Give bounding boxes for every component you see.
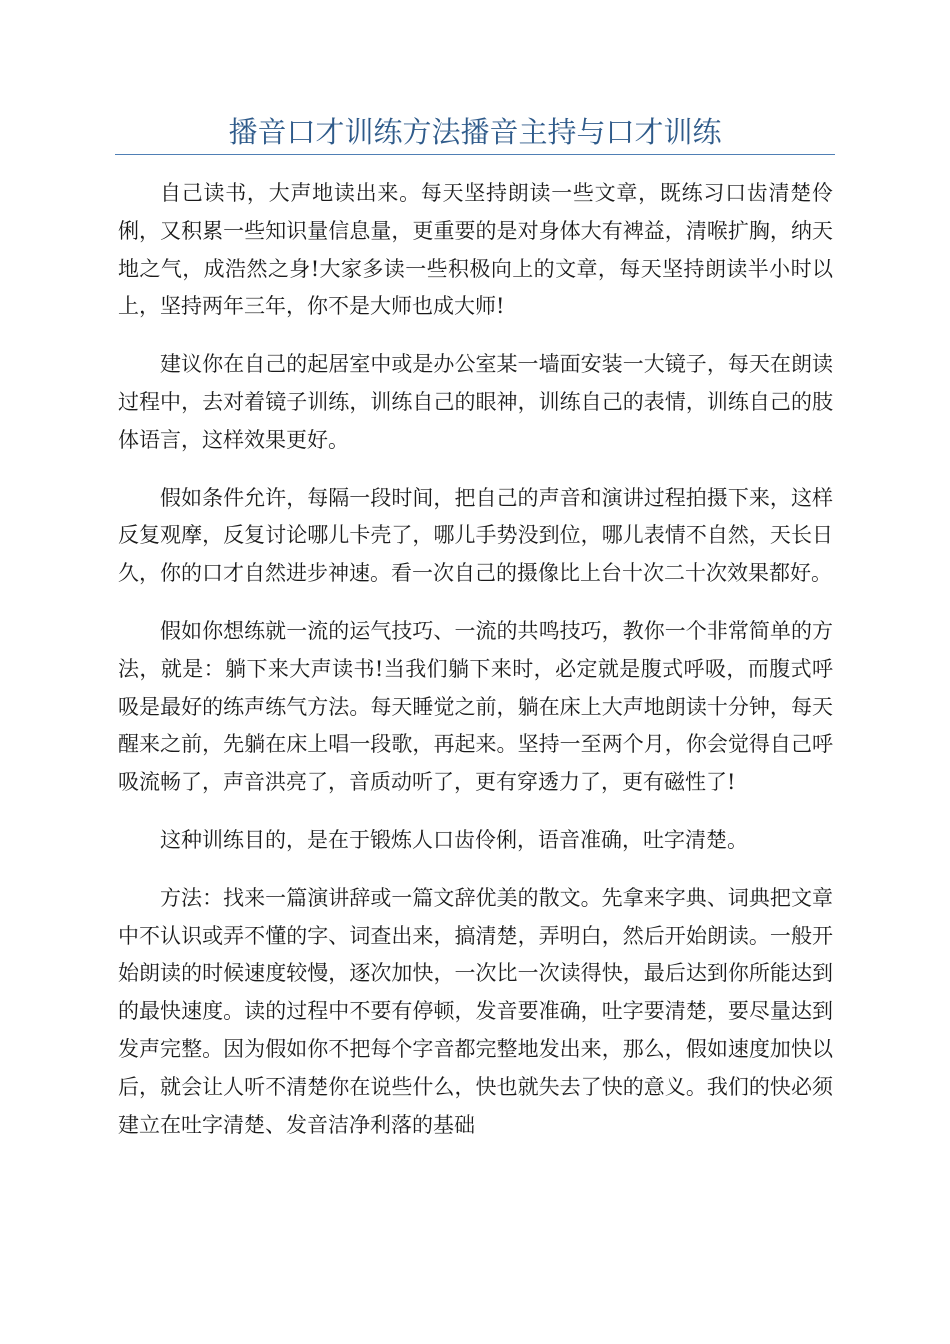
paragraph-3: 假如条件允许，每隔一段时间，把自己的声音和演讲过程拍摄下来，这样反复观摩，反复讨论哪儿卡壳了，哪儿手势没到位，哪儿表情不自然，天长日久，你的口才自然进步神速。看一次自己的摄像比上台十次二十次效果都好。 bbox=[118, 485, 833, 586]
paragraph-4: 假如你想练就一流的运气技巧、一流的共鸣技巧，教你一个非常简单的方法，就是：躺下来大声读书!当我们躺下来时，必定就是腹式呼吸，而腹式呼吸是最好的练声练气方法。每天睡觉之前，躺在床上大声地朗读十分钟，每天醒来之前，先躺在床上唱一段歌，再起来。坚持一至两个月，你会觉得自己呼吸流畅了，声音洪亮了，音质动听了，更有穿透力了，更有磁性了! bbox=[118, 618, 833, 795]
paragraph-6: 方法：找来一篇演讲辞或一篇文辞优美的散文。先拿来字典、词典把文章中不认识或弄不懂的字、词查出来，搞清楚，弄明白，然后开始朗读。一般开始朗读的时候速度较慢，逐次加快，一次比一次读得快，最后达到你所能达到的最快速度。读的过程中不要有停顿，发音要准确，吐字要清楚，要尽量达到发声完整。因为假如你不把每个字音都完整地发出来，那么，假如速度加快以后，就会让人听不清楚你在说些什么，快也就失去了快的意义。我们的快必须建立在吐字清楚、发音洁净利落的基础 bbox=[118, 885, 833, 1137]
title-underline bbox=[115, 154, 835, 155]
document-body bbox=[118, 175, 833, 1164]
paragraph-5: 这种训练目的，是在于锻炼人口齿伶俐，语音准确，吐字清楚。 bbox=[160, 827, 748, 852]
page-title: 播音口才训练方法播音主持与口才训练 bbox=[228, 115, 722, 149]
paragraph-1: 自己读书，大声地读出来。每天坚持朗读一些文章，既练习口齿清楚伶俐，又积累一些知识量信息量，更重要的是对身体大有裨益，清喉扩胸，纳天地之气，成浩然之身!大家多读一些积极向上的文章，每天坚持朗读半小时以上，坚持两年三年，你不是大师也成大师! bbox=[118, 181, 833, 319]
paragraph-2: 建议你在自己的起居室中或是办公室某一墙面安装一大镜子，每天在朗读过程中，去对着镜子训练，训练自己的眼神，训练自己的表情，训练自己的肢体语言，这样效果更好。 bbox=[118, 352, 833, 452]
